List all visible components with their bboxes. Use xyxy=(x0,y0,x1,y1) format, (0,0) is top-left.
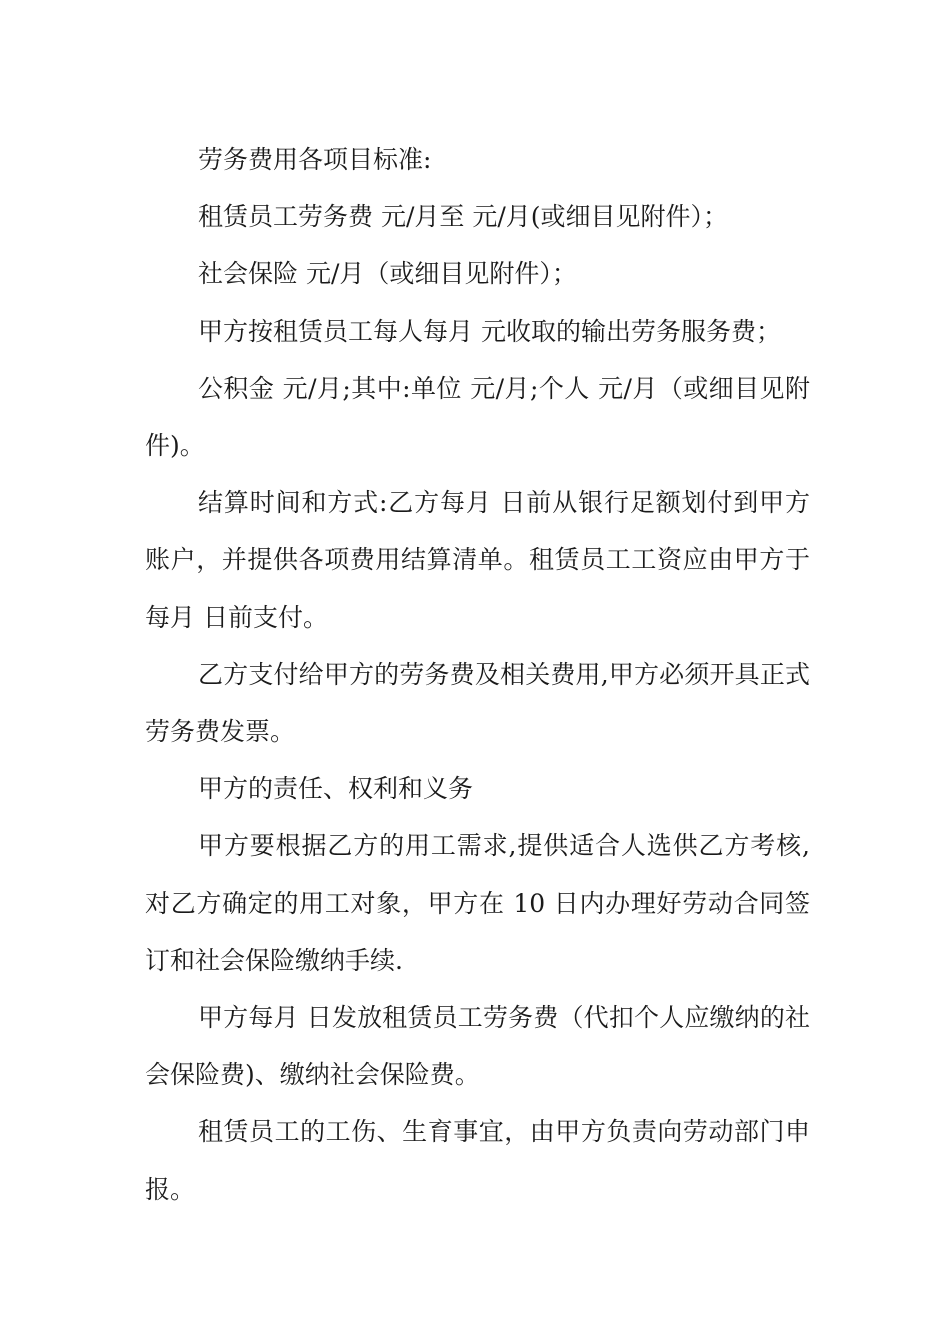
paragraph-fee-standards-heading: 劳务费用各项目标准: xyxy=(198,145,432,174)
paragraph-service-fee: 甲方按租赁员工每人每月 元收取的输出劳务服务费； xyxy=(198,316,781,346)
paragraph-candidate-selection: 甲方要根据乙方的用工需求,提供适合人选供乙方考核,对乙方确定的用工对象，甲方在 10 日内办理好劳动合同签订和社会保险缴纳手续. xyxy=(145,831,810,975)
paragraph-monthly-payment: 甲方每月 日发放租赁员工劳务费（代扣个人应缴纳的社会保险费)、缴纳社会保险费。 xyxy=(145,1003,810,1090)
document-body xyxy=(145,131,810,1218)
paragraph-social-insurance: 社会保险 元/月（或细目见附件）； xyxy=(198,259,577,289)
paragraph-housing-fund: 公积金 元/月;其中:单位 元/月;个人 元/月（或细目见附件)。 xyxy=(145,373,810,461)
paragraph-invoice: 乙方支付给甲方的劳务费及相关费用,甲方必须开具正式劳务费发票。 xyxy=(145,659,810,747)
paragraph-labor-fee: 租赁员工劳务费 元/月至 元/月(或细目见附件）； xyxy=(198,202,728,232)
paragraph-injury-maternity: 租赁员工的工伤、生育事宜，由甲方负责向劳动部门申报。 xyxy=(145,1117,810,1204)
paragraph-settlement: 结算时间和方式:乙方每月 日前从银行足额划付到甲方账户，并提供各项费用结算清单。租赁员工工资应由甲方于每月 日前支付。 xyxy=(145,488,810,632)
paragraph-party-a-duties-heading: 甲方的责任、权利和义务 xyxy=(198,774,474,804)
